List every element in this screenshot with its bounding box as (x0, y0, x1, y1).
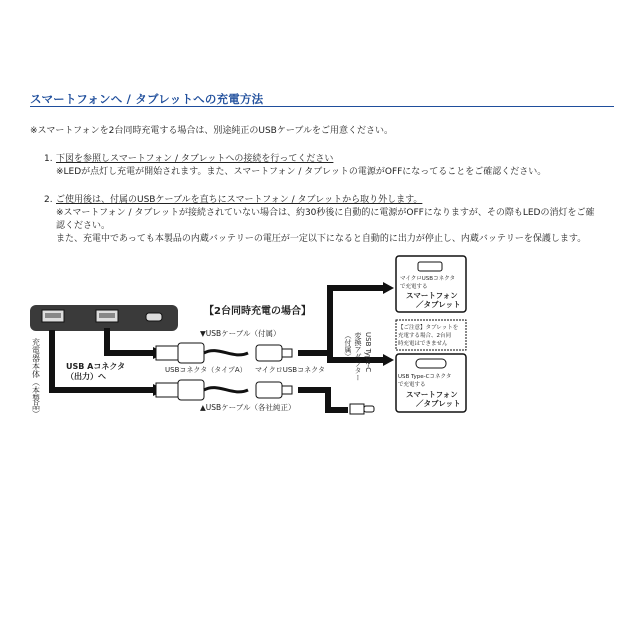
step-detail: また、充電中であっても本製品の内蔵バッテリーの電圧が一定以下になると自動的に出力が停止し、内蔵バッテリーを保護します。 (56, 234, 587, 244)
micro-box-line1: マイクロUSBコネクタ (400, 276, 455, 282)
cable-note: ※スマートフォンを2台同時充電する場合は、別途純正のUSBケーブルをご用意ください。 (30, 126, 394, 136)
adapter-label-3: （付属） (344, 332, 352, 360)
arrow-head (383, 354, 394, 366)
step-1 (44, 153, 546, 179)
micro-box-line2: で充電する (400, 284, 428, 290)
step-detail: ※スマートフォン / タブレットが接続されていない場合は、約30秒後に自動的に電源がOFFになりますが、その際もLEDの消灯をご確 (56, 208, 595, 218)
micro-box-name1: スマートフォン (406, 291, 458, 300)
caution-line2: 充電する場合、2台同 (398, 333, 451, 339)
body-label: 充電器本体（本製品） (31, 338, 41, 418)
typec-box-name2: ／タブレット (416, 399, 461, 408)
usb-cable-each-company (156, 380, 292, 400)
usb-a-output-label: （出力）へ (66, 372, 106, 381)
typec-box-line2: で充電する (398, 382, 426, 388)
step-number: 2. (44, 195, 53, 205)
heading-underline (30, 106, 614, 107)
diagram-title: 【2台同時充電の場合】 (204, 306, 311, 317)
section-heading: スマートフォンへ / タブレットへの充電方法 (30, 92, 264, 106)
step-detail: 認ください。 (56, 221, 111, 231)
step-heading: 下図を参照しスマートフォン / タブレットへの接続を行ってください (56, 154, 334, 164)
typec-box-line1: USB Type-Cコネクタ (398, 374, 452, 380)
typec-box-name1: スマートフォン (406, 390, 458, 399)
usb-connector-type-a-label: USBコネクタ（タイプA） (165, 366, 247, 374)
adapter-label-2: 変換アダプター (354, 332, 362, 381)
cable-included-label: ▼USBケーブル（付属） (200, 329, 281, 338)
cable-each-company-label: ▲USBケーブル（各社純正） (200, 403, 296, 412)
step-2 (44, 194, 594, 246)
step-number: 1. (44, 154, 53, 164)
usb-cable-included (156, 343, 292, 363)
step-heading: ご使用後は、付属のUSBケーブルを直ちにスマートフォン / タブレットから取り外します。 (56, 195, 423, 205)
micro-box-name2: ／タブレット (416, 300, 461, 309)
caution-line1: 【ご注意】タブレットを (398, 325, 459, 331)
usb-a-connector-label: USB Aコネクタ (66, 362, 126, 371)
adapter-label-1: USB Type-C (364, 332, 372, 373)
charger-body (30, 305, 178, 331)
step-detail: ※LEDが点灯し充電が開始されます。また、スマートフォン / タブレットの電源がOFFになってることをご確認ください。 (56, 167, 547, 177)
caution-line3: 時充電はできません (398, 341, 448, 347)
arrow-head (383, 282, 394, 294)
type-c-adapter (350, 404, 374, 414)
connection-diagram (28, 250, 468, 420)
micro-usb-connector-label: マイクロUSBコネクタ (255, 366, 325, 374)
